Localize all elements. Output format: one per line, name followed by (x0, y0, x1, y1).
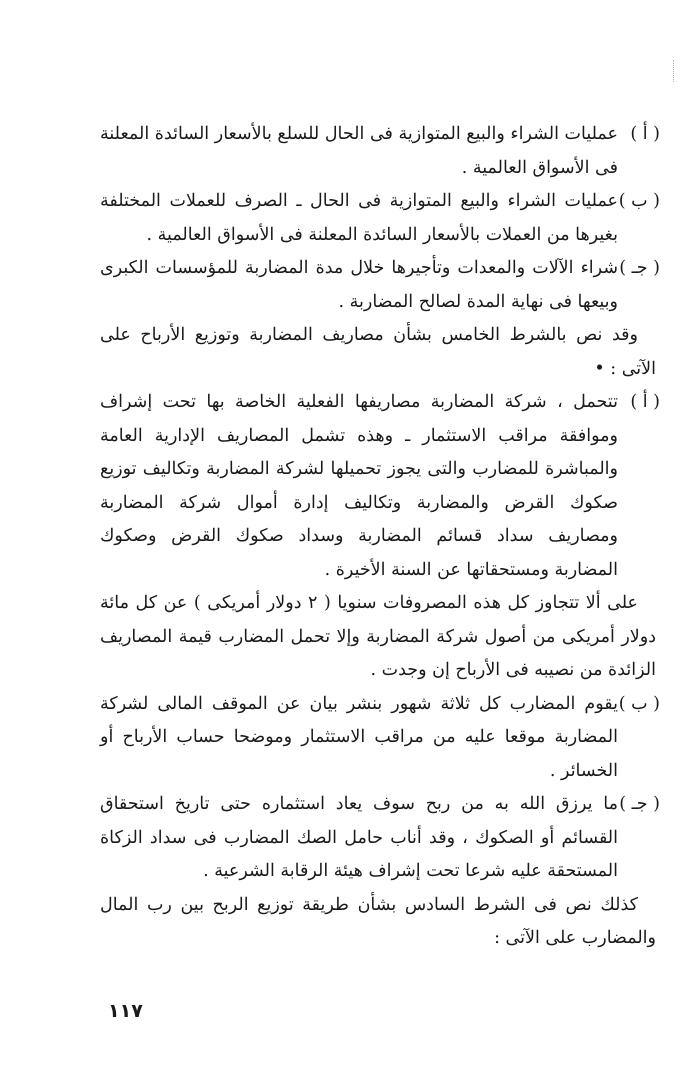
list-item-a-expenses (100, 386, 660, 587)
list-marker: ( ب ) (618, 191, 660, 211)
list-marker: ( جـ ) (619, 794, 660, 814)
list-marker: ( أ ) (630, 392, 660, 412)
body-text (100, 118, 660, 956)
list-item-text: عمليات الشراء والبيع المتوازية فى الحال للسلع بالأسعار السائدة المعلنة فى الأسواق العالمية . (100, 124, 618, 178)
list-item-c-reinvestment (100, 788, 660, 889)
list-item-b-currency (100, 185, 660, 252)
list-item-text: شراء الآلات والمعدات وتأجيرها خلال مدة المضاربة للمؤسسات الكبرى وبيعها فى نهاية المدة لصالح المضاربة . (100, 258, 618, 312)
list-item-text: عمليات الشراء والبيع المتوازية فى الحال ـ الصرف للعملات المختلفة بغيرها من العملات بالأسعار السائدة المعلنة فى الأسواق العالمية . (100, 191, 618, 245)
list-item-a-commodities (100, 118, 660, 185)
list-marker: ( جـ ) (619, 258, 660, 278)
paragraph-expense-limit: على ألا تتجاوز كل هذه المصروفات سنويا ( ٢ دولار أمريكى ) عن كل مائة دولار أمريكى من أصول شركة المضاربة وإلا تحمل المضارب قيمة المصاريف الزائدة من نصيبه فى الأرباح إن وجدت . (100, 593, 656, 680)
list-item-b-quarterly-report (100, 688, 660, 789)
list-item-text: ما يرزق الله به من ربح سوف يعاد استثماره حتى تاريخ استحقاق القسائم أو الصكوك ، وقد أناب حامل الصك المضارب فى سداد الزكاة المستحقة عليه شرعا تحت إشراف هيئة الرقابة الشرعية . (100, 794, 618, 881)
list-marker: ( أ ) (630, 124, 660, 144)
list-item-text: يقوم المضارب كل ثلاثة شهور بنشر بيان عن الموقف المالى لشركة المضاربة موقعا عليه من مراقب الاستثمار وموضحا حساب الأرباح أو الخسائر . (100, 693, 618, 781)
paragraph-fifth-condition: وقد نص بالشرط الخامس بشأن مصاريف المضاربة وتوزيع الأرباح على الآتى : • (100, 325, 656, 379)
scan-artifact-mark (671, 60, 674, 82)
list-item-c-equipment (100, 252, 660, 319)
list-item-text: تتحمل ، شركة المضاربة مصاريفها الفعلية الخاصة بها تحت إشراف وموافقة مراقب الاستثمار ـ وهذه تشمل المصاريف الإدارية العامة والمباشرة للمضارب والتى يجوز تحميلها لشركة المضاربة وتكاليف توزيع صكوك القرض والمضاربة وتكاليف إدارة أموال شركة المضاربة ومصاريف سداد قسائم المضاربة وسداد صكوك القرض وصكوك المضاربة ومستحقاتها عن السنة الأخيرة . (100, 392, 618, 580)
page-number: ١١٧ (108, 1000, 143, 1022)
paragraph-sixth-condition: كذلك نص فى الشرط السادس بشأن طريقة توزيع الربح بين رب المال والمضارب على الآتى : (100, 894, 656, 948)
list-marker: ( ب ) (618, 693, 660, 714)
